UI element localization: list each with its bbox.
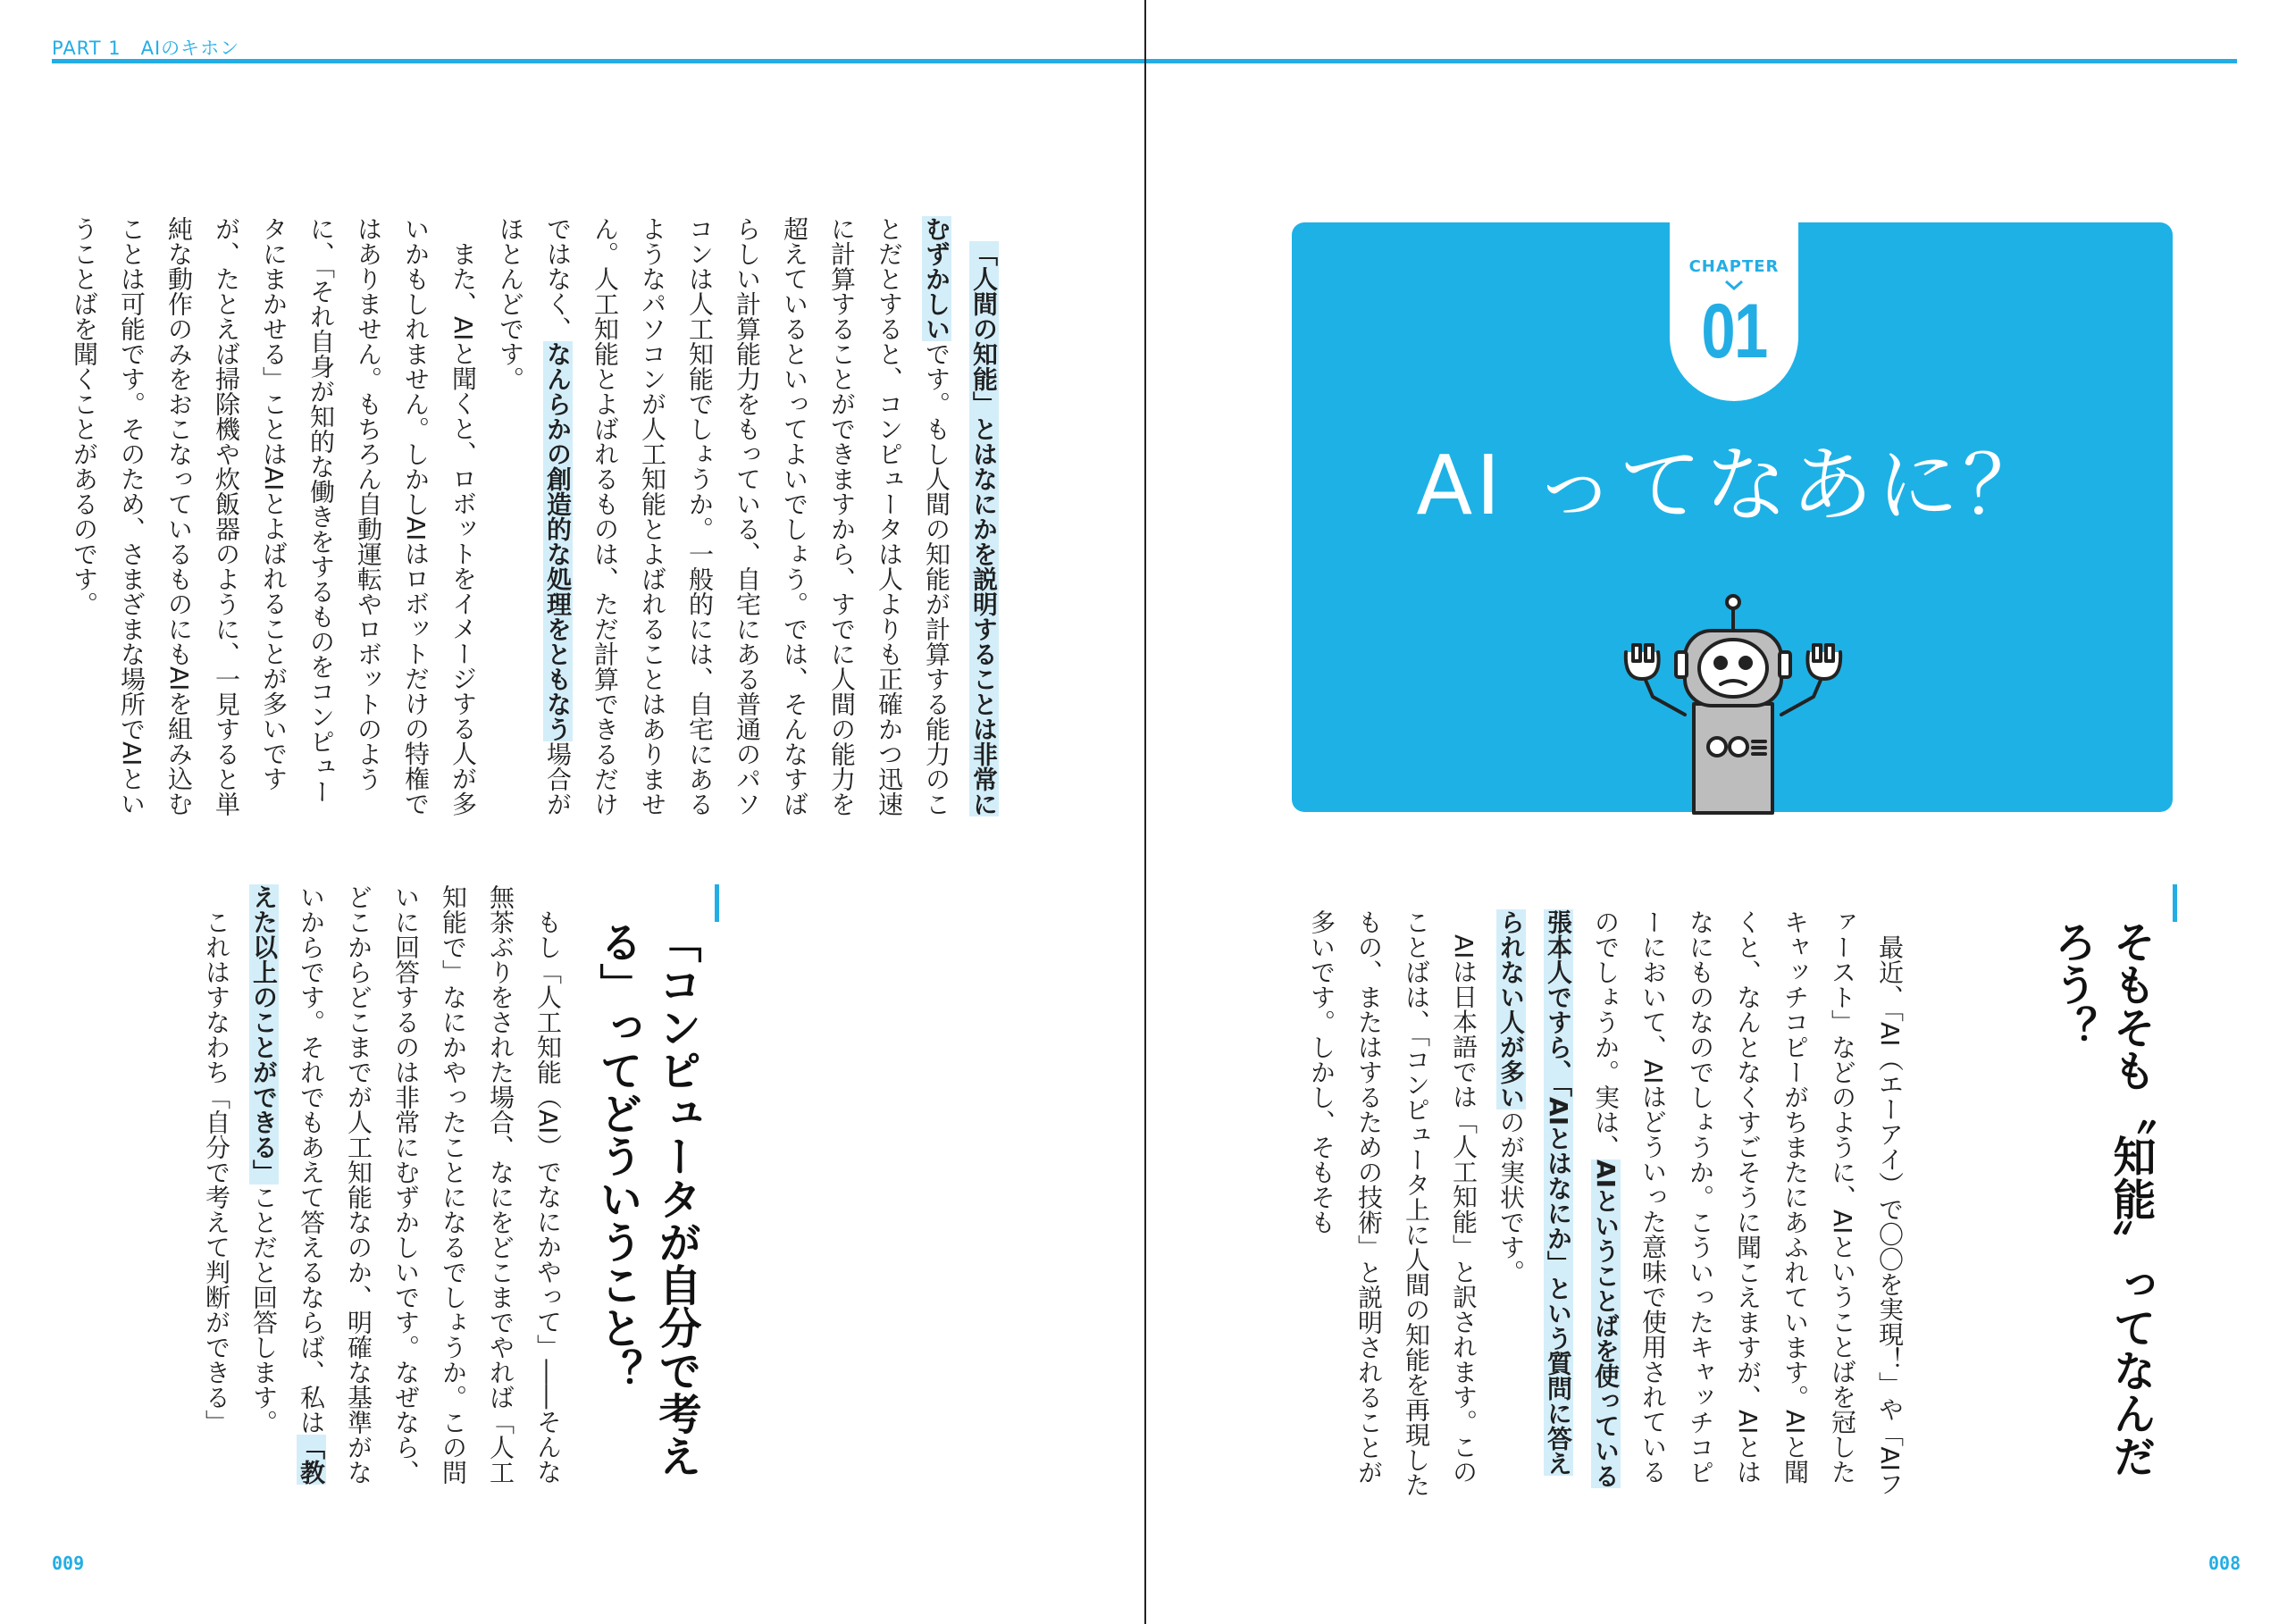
paragraph: これはすなわち「自分で考えて判断ができる」 (202, 909, 231, 1435)
text-run: ことだと回答します。 (249, 1185, 279, 1435)
text-run: です。もし人間の知能が計算する能力のことだとすると、コンピュータは人よりも正確かつ迅速に計算することができますから、すでに人間の能力を超えているといってよいでしょう。では、そんなすばらしい計算能力をもっている、自宅にある普通のパソコンは人工知能でしょうか。一般的には、自宅にあるようなパソコンが人工知能とよばれることはありません。人工知能とよばれるものは、ただ計算できるだけではなく、 (543, 216, 951, 816)
text-run: もし「人工知能（AI）でなにかやって」――そんな無茶ぶりをされた場合、なにをどこまでやれば「人工知能で」なにかやったことになるでしょうか。この問いに回答するのは非常にむずかしいです。なぜなら、どこからどこまでが人工知能なのか、明確な基準がないからです。それでもあえて答えるならば、私は (297, 884, 563, 1485)
paragraph (1487, 909, 1914, 1499)
page-number-right: 008 (2208, 1553, 2241, 1574)
page-number-left: 009 (52, 1553, 85, 1574)
robot-icon (1599, 590, 1867, 813)
page-spine (1144, 0, 1146, 1624)
section-heading-1: そもそも〝知能〟ってなんだろう？ (2047, 920, 2156, 1478)
highlighted-text: 「AIとはなにか」という質問に答えられない人が多い (1496, 909, 1573, 1477)
highlighted-text: AIということばを使っている張本人ですら、 (1544, 909, 1621, 1489)
paragraph: また、AIと聞くと、ロボットをイメージする人が多いかもしれません。しかしAIはロボットだけの特権ではありません。もちろん自動運転やロボットのように、「それ自身が知的な働きをするものをコンピュータにまかせる」ことはAIとよばれることが多いですが、たとえば掃除機や炊飯器のように、一見すると単純な動作のみをおこなっているものにもAIを組み込むことは可能です。そのため、さまざまな場所でAIということばを聞くことがあるのです。 (70, 216, 478, 816)
text-run: のが実状です。 (1496, 1109, 1526, 1285)
paragraph: AIは日本語では「人工知能」と訳されます。このことばは、「コンピュータ上に人間の知能を再現したもの、またはするための技術」と説明されることが多いです。しかし、そもそも (1307, 909, 1479, 1497)
left-page-body-bottom (107, 884, 572, 1501)
left-page-body-top (70, 216, 1008, 824)
chapter-title: AI ってなあに？ (1416, 438, 2048, 533)
chapter-label: CHAPTER (1688, 257, 1780, 276)
text-run: 場合がほとんどです。 (496, 216, 573, 816)
chapter-number: 01 (1701, 289, 1767, 374)
paragraph (487, 216, 1008, 824)
paragraph (240, 884, 572, 1501)
heading-accent-bar (715, 884, 719, 922)
running-header: PART 1 AIのキホン (52, 38, 240, 59)
right-page-body (1286, 909, 1914, 1499)
highlighted-text: 「教えた以上のことができる」 (249, 884, 326, 1485)
highlighted-text: 「人間の知能」とはなにかを説明することは非常にむずかしい (922, 216, 999, 816)
highlighted-text: なんらかの創造的な処理をともなう (543, 341, 573, 741)
section-heading-2: 「コンピュータが自分で考える」ってどういうこと？ (592, 920, 701, 1478)
heading-accent-bar (2173, 884, 2177, 922)
text-run: 最近、「AI（エーアイ）で〇〇を実現！」や「AIファースト」などのように、AIということばを冠したキャッチコピーがちまたにあふれています。AIと聞くと、なんとなくすごそうに聞こえますが、AIとはなにものなのでしょうか。こういったキャッチコピーにおいて、AIはどういった意味で使用されているのでしょうか。実は、 (1591, 909, 1905, 1496)
